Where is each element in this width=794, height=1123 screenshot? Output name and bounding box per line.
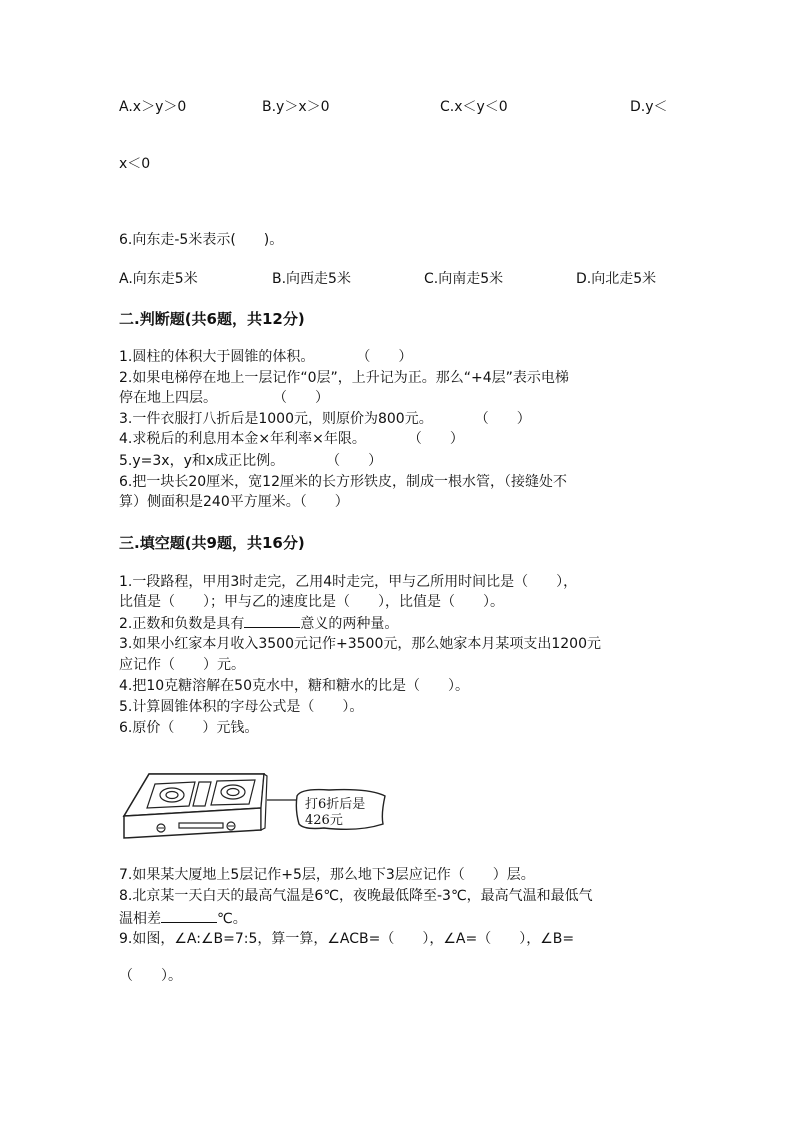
section3-heading: 三.填空题(共9题，共16分) [119,534,305,552]
s3-item-6: 6.原价（ ）元钱。 [119,720,259,736]
s3-item-1: 1.一段路程，甲用3时走完，乙用4时走完，甲与乙所用时间比是（ ）， [119,574,578,590]
price-tag-line2: 426元 [305,813,343,828]
section2-heading: 二.判断题(共6题，共12分) [119,310,305,328]
answer-blank [244,613,300,628]
s3-item-8-prefix: 温相差 [119,911,161,927]
s2-item-2-cont: 停在地上四层。 （ ） [119,390,329,406]
s3-item-2 [119,613,398,634]
q5-option-d: D.y＜ [630,99,668,115]
q5-option-d-continued: x＜0 [119,156,151,172]
s3-item-1-cont: 比值是（ ）；甲与乙的速度比是（ ），比值是（ ）。 [119,594,504,610]
s3-item-4: 4.把10克糖溶解在50克水中，糖和糖水的比是（ ）。 [119,678,469,694]
q6-question: 6.向东走-5米表示( )。 [119,232,284,248]
s3-item-9: 9.如图，∠A:∠B=7:5，算一算，∠ACB=（ ），∠A=（ ），∠B= [119,931,575,947]
s2-item-5: 5.y=3x，y和x成正比例。 （ ） [119,453,383,469]
s2-item-6-cont: 算）侧面积是240平方厘米。（ ） [119,494,349,510]
s3-item-9-cont: （ ）。 [119,968,182,984]
s3-item-3-cont: 应记作（ ）元。 [119,657,245,673]
gas-stove-illustration [119,770,389,848]
s3-item-2-prefix: 2.正数和负数是具有 [119,616,245,632]
q5-option-b: B.y＞x＞0 [262,99,330,115]
q6-option-c: C.向南走5米 [424,271,504,287]
q6-option-b: B.向西走5米 [272,271,351,287]
s3-item-5: 5.计算圆锥体积的字母公式是（ ）。 [119,699,364,715]
s3-item-3: 3.如果小红家本月收入3500元记作+3500元，那么她家本月某项支出1200元 [119,636,601,652]
q5-option-a: A.x＞y＞0 [119,99,187,115]
answer-blank [161,908,217,923]
s3-item-2-suffix: 意义的两种量。 [300,616,399,632]
q6-option-d: D.向北走5米 [576,271,657,287]
s2-item-6: 6.把一块长20厘米，宽12厘米的长方形铁皮，制成一根水管，（接缝处不 [119,474,567,490]
q6-option-a: A.向东走5米 [119,271,198,287]
s2-item-3: 3.一件衣服打八折后是1000元，则原价为800元。 （ ） [119,411,531,427]
s3-item-7: 7.如果某大厦地上5层记作+5层，那么地下3层应记作（ ）层。 [119,867,535,883]
price-tag-line1: 打6折后是 [305,797,366,812]
s2-item-4: 4.求税后的利息用本金×年利率×年限。 （ ） [119,431,464,447]
s3-item-8-suffix: ℃。 [217,911,247,927]
s2-item-1: 1.圆柱的体积大于圆锥的体积。 （ ） [119,349,413,365]
q5-option-c: C.x＜y＜0 [440,99,508,115]
s3-item-8: 8.北京某一天白天的最高气温是6℃，夜晚最低降至-3℃，最高气温和最低气 [119,888,593,904]
s2-item-2: 2.如果电梯停在地上一层记作“0层”，上升记为正。那么“+4层”表示电梯 [119,370,569,386]
s3-item-8-cont [119,908,247,929]
